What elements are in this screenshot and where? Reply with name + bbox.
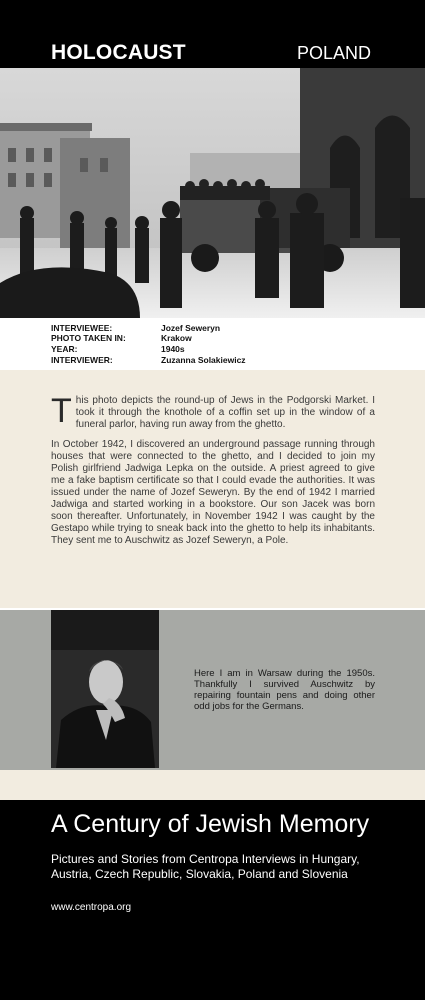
story-text	[51, 392, 375, 555]
cream-band	[0, 770, 425, 800]
story-paragraph-2: In October 1942, I discovered an underground passage running through houses that were connected to the ghetto, and I decided to join my Polish girlfriend Jadwiga Lepka on the outside. A priest agreed to give me a fake baptism certificate so that I could evade the authorities. It was issued under the name of Jozef Seweryn. By the end of 1942 I married Jadwiga and started working in a bookstore. Our son Jacek was born soon thereafter. Unfortunately, in November 1942 I was caught by the Gestapo while trying to sneak back into the ghetto to help its inhabitants. They sent me to Auschwitz as Jozef Seweryn, a Pole.	[51, 439, 375, 546]
story-paragraph-1-text: his photo depicts the round-up of Jews in the Podgorski Market. I took it through the knothole of a coffin set up in the window of a funeral parlor, having run away from the ghetto.	[75, 395, 375, 430]
meta-value: 1940s	[161, 344, 185, 354]
meta-label: INTERVIEWEE:	[51, 323, 113, 333]
story-paragraph-1	[51, 392, 375, 431]
meta-label: YEAR:	[51, 344, 78, 354]
portrait-caption: Here I am in Warsaw during the 1950s. Thankfully I survived Auschwitz by repairing fountain pens and doing other odd jobs for the Germans.	[194, 668, 375, 712]
meta-label: INTERVIEWER:	[51, 355, 113, 365]
story-section	[0, 370, 425, 608]
meta-value: Jozef Seweryn	[161, 323, 221, 333]
page-header	[0, 0, 425, 68]
drop-cap: T	[51, 392, 72, 430]
country-label: POLAND	[296, 43, 371, 63]
interview-metadata	[0, 318, 425, 370]
footer-title: A Century of Jewish Memory	[51, 810, 370, 838]
footer-url-link[interactable]: www.centropa.org	[51, 902, 132, 913]
meta-label: PHOTO TAKEN IN:	[51, 333, 126, 343]
portrait-photo	[51, 610, 159, 768]
main-photo	[0, 68, 425, 318]
meta-value: Zuzanna Solakiewicz	[161, 355, 246, 365]
page-title: HOLOCAUST	[51, 41, 186, 64]
footer-subtitle: Pictures and Stories from Centropa Interviews in Hungary, Austria, Czech Republic, Slovakia, Poland and Slovenia	[51, 852, 360, 881]
meta-value: Krakow	[161, 333, 192, 343]
